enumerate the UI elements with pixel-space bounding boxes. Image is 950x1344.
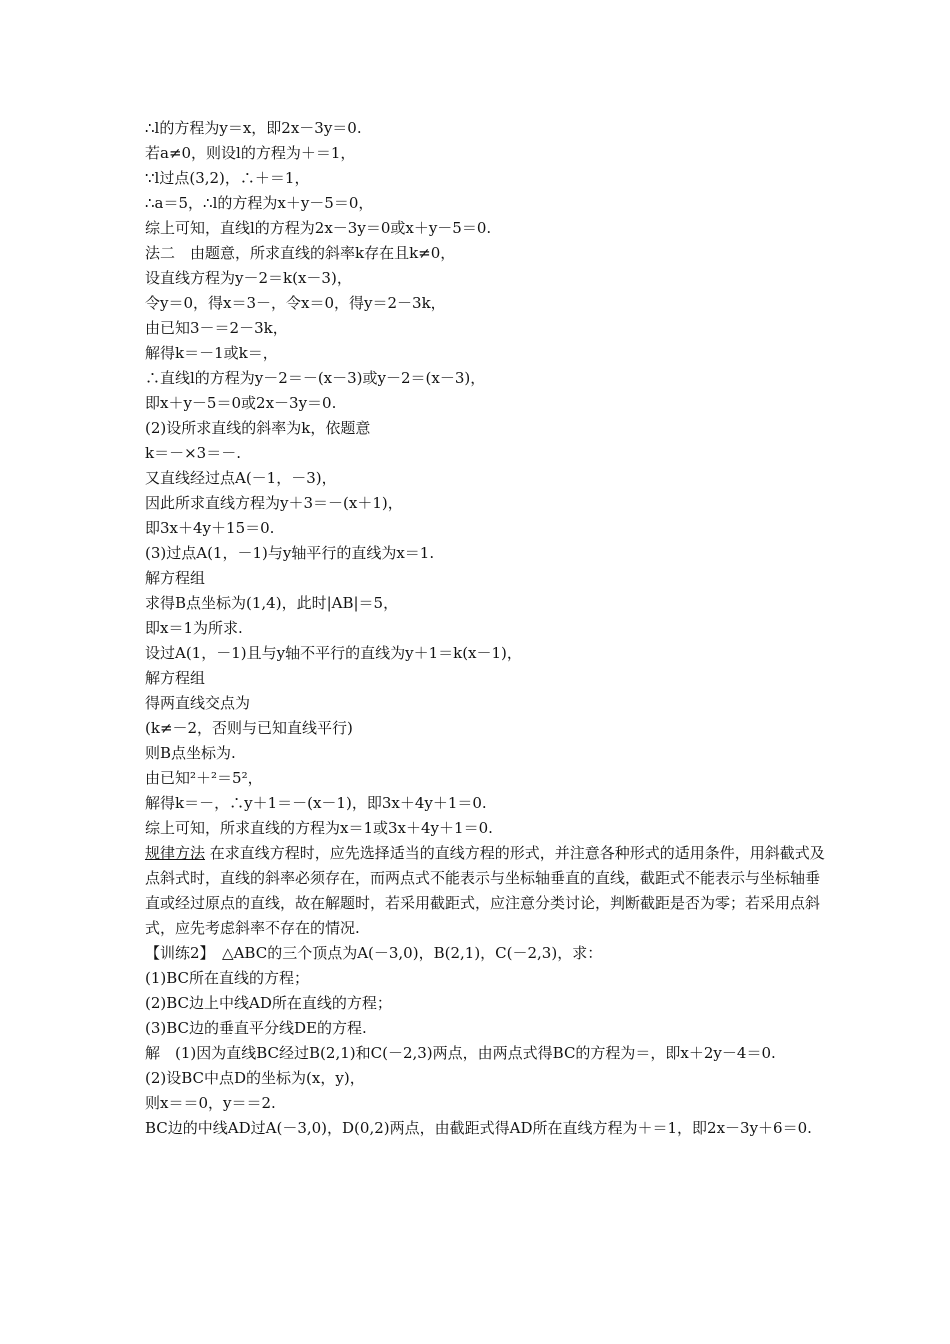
text-line: 设直线方程为y－2＝k(x－3)，	[145, 269, 352, 287]
solution-line: 则x＝＝0，y＝＝2.	[145, 1094, 276, 1112]
exercise-item: (3)BC边的垂直平分线DE的方程.	[145, 1019, 367, 1037]
exercise-item: (2)BC边上中线AD所在直线的方程；	[145, 994, 392, 1012]
text-line: ∴a＝5，∴l的方程为x＋y－5＝0，	[145, 194, 374, 212]
text-line: 得两直线交点为	[145, 694, 251, 712]
text-line: (3)过点A(1，－1)与y轴平行的直线为x＝1.	[145, 544, 435, 562]
text-line: 又直线经过点A(－1，－3)，	[145, 469, 337, 487]
method-text: 在求直线方程时，应先选择适当的直线方程的形式，并注意各种形式的适用条件，用斜截式及点斜式时，直线的斜率必须存在，而两点式不能表示与坐标轴垂直的直线，截距式不能表示与坐标轴垂直或经过原点的直线，故在解题时，若采用截距式，应注意分类讨论，判断截距是否为零；若采用点斜式，应先考虑斜率不存在的情况.	[145, 844, 825, 937]
method-note	[145, 841, 825, 941]
text-line: 解方程组	[145, 669, 206, 687]
document-page	[145, 116, 825, 1141]
solution-paragraph: BC边的中线AD过A(－3,0)，D(0,2)两点，由截距式得AD所在直线方程为＋＝1，即2x－3y＋6＝0.	[145, 1119, 812, 1137]
text-line: 即x＋y－5＝0或2x－3y＝0.	[145, 394, 337, 412]
text-line: 法二 由题意，所求直线的斜率k存在且k≠0，	[145, 244, 456, 262]
text-line: (k≠－2，否则与已知直线平行)	[145, 719, 353, 737]
text-line: ∵l过点(3,2)，∴＋＝1，	[145, 169, 310, 187]
text-line: ∴l的方程为y＝x，即2x－3y＝0.	[145, 119, 362, 137]
text-line: 解得k＝－，∴y＋1＝－(x－1)，即3x＋4y＋1＝0.	[145, 794, 487, 812]
text-line: 因此所求直线方程为y＋3＝－(x＋1)，	[145, 494, 403, 512]
solution-line: (2)设BC中点D的坐标为(x，y)，	[145, 1069, 365, 1087]
text-line: (2)设所求直线的斜率为k，依题意	[145, 419, 371, 437]
text-line: 解方程组	[145, 569, 206, 587]
text-line: 由已知3－＝2－3k，	[145, 319, 288, 337]
text-line: 由已知²＋²＝5²，	[145, 769, 263, 787]
text-line: 综上可知，直线l的方程为2x－3y＝0或x＋y－5＝0.	[145, 219, 492, 237]
method-label: 规律方法	[145, 844, 206, 862]
text-line: 则B点坐标为.	[145, 744, 236, 762]
text-line: k＝－×3＝－.	[145, 444, 241, 462]
text-line: 令y＝0，得x＝3－，令x＝0，得y＝2－3k，	[145, 294, 446, 312]
solution-paragraph: 解 (1)因为直线BC经过B(2,1)和C(－2,3)两点，由两点式得BC的方程为＝，即x＋2y－4＝0.	[145, 1044, 776, 1062]
text-line: 即3x＋4y＋15＝0.	[145, 519, 275, 537]
exercise-header: 【训练2】 △ABC的三个顶点为A(－3,0)，B(2,1)，C(－2,3)，求：	[145, 944, 603, 962]
exercise-item: (1)BC所在直线的方程；	[145, 969, 310, 987]
text-line: 设过A(1，－1)且与y轴不平行的直线为y＋1＝k(x－1)，	[145, 644, 522, 662]
text-line: 综上可知，所求直线的方程为x＝1或3x＋4y＋1＝0.	[145, 819, 493, 837]
text-line: ∴直线l的方程为y－2＝－(x－3)或y－2＝(x－3)，	[145, 369, 486, 387]
text-line: 解得k＝－1或k＝，	[145, 344, 278, 362]
text-line: 若a≠0，则设l的方程为＋＝1，	[145, 144, 356, 162]
text-line: 求得B点坐标为(1,4)，此时|AB|＝5，	[145, 594, 399, 612]
text-line: 即x＝1为所求.	[145, 619, 243, 637]
